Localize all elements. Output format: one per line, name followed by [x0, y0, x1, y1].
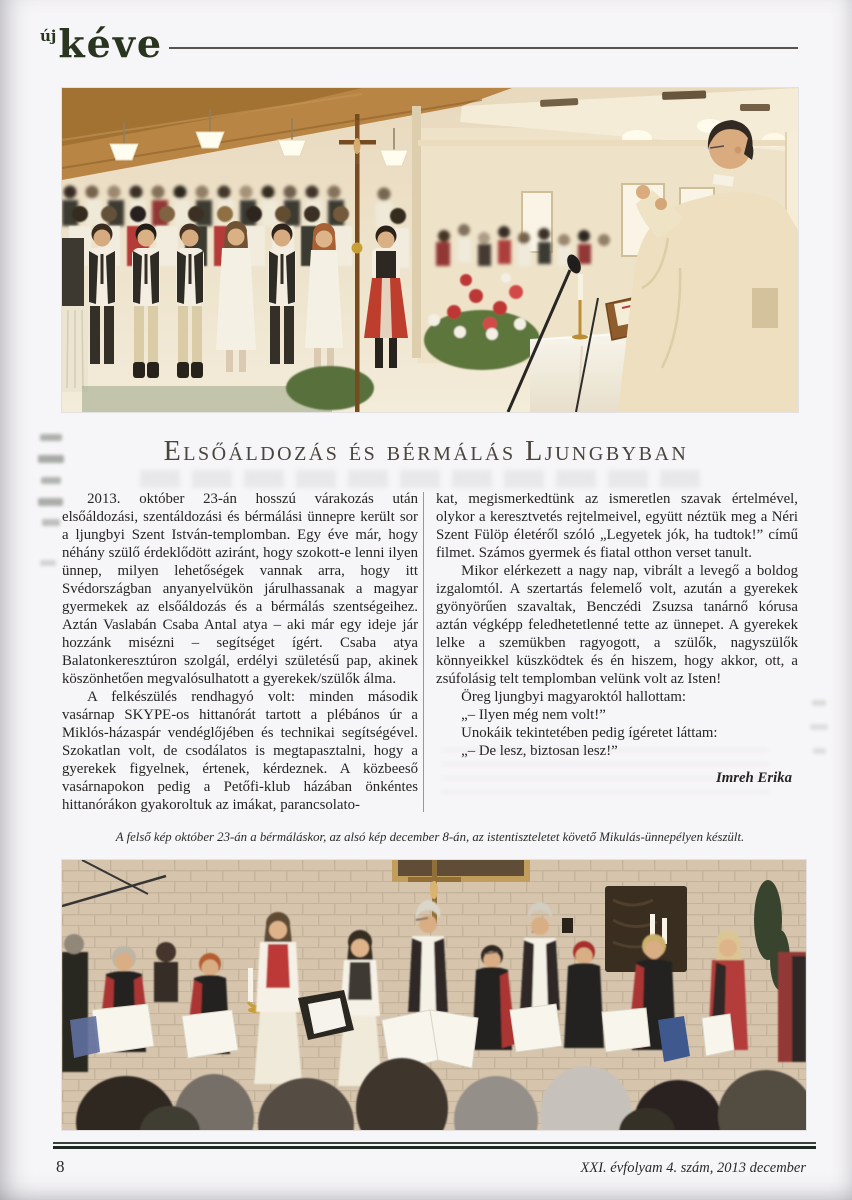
left-column — [62, 490, 423, 814]
dialog-line: Unokáik tekintetében pedig ígéretet láttam: — [461, 725, 718, 741]
footer — [56, 1157, 806, 1177]
paragraph: kat, megismerkedtünk az ismeretlen szavak értelmével, olykor a keresztvetés rejtelmeivel, együtt néztük meg a Néri Szent Fülöp életéről szóló „Legyetek jók, ha tudtok!” című filmet. Számos gyermek és fiatal otthon verset tanult. — [436, 491, 798, 561]
scan-artifact — [813, 748, 826, 754]
paragraph: Mikor elérkezett a nagy nap, vibrált a levegő a boldog izgalomtól. A szertartás felemelő volt, azután a gyerekek gyönyörűen szavaltak, Benczédi Zsuzsa tanárnő kórusa aztán végképp feledhetetlenné tette az ünnepet. A gyerekek lelke a szemükben ragyogott, a szülők, nagyszülők könnyeikkel küszködtek és én hiszem, hogy akkor, ott, a zsúfolásig telt templomban velünk volt az Isten! — [436, 563, 798, 687]
dialog-line: Öreg ljungbyi magyaroktól hallottam: — [461, 689, 686, 705]
issue-line: XXI. évfolyam 4. szám, 2013 december — [580, 1160, 806, 1176]
scan-bleed-text — [440, 746, 770, 794]
page-number: 8 — [56, 1157, 65, 1176]
scan-artifact — [812, 700, 826, 706]
paragraph: A felkészülés rendhagyó volt: minden második vasárnap SKYPE-os hittanórát tartott a plébános úr a Miklós-házaspár vendéglőjében és technikai segítségével. Szokatlan volt, de csodálatos is megtapasztalni, hogy a gyerekek figyelnek, értenek, kérdeznek. A közbeeső vasárnapokon pedig a Petőfi-klub házában önkéntes hittanórákon gyakoroltuk az imákat, parancsolato- — [62, 689, 418, 813]
logo-prefix: új — [40, 27, 57, 45]
scan-artifact — [40, 434, 62, 441]
scan-bleed-text — [140, 470, 700, 488]
scan-artifact — [38, 498, 63, 506]
paragraph: 2013. október 23-án hosszú várakozás után elsőáldozási, szentáldozási és bérmálási ünnepre került sor a ljungbyi Szent István-templomban. Egy éve már, hogy néhány szülő érdeklődött aziránt, hogy szokott-e lenni ilyen ünnep, milyen lehetőségek vannak arra, hogy itt Svédországban anyanyelvükön járulhassanak a magyar gyermekek az elsőáldozás és a bérmálás szentségeihez. Aztán Vaslabán Csaba Antal atya – aki már egy ideje jár hozzánk misézni – segítséget ígért. Csaba atya Balatonkeresztúron szolgál, erdélyi születésű pap, akinek köszönhetően megvalósulhatott a gyerekek/szülők álma. — [62, 491, 418, 687]
article-title: Elsőáldozás és bérmálás Ljungbyban — [163, 436, 689, 467]
top-photo — [62, 88, 798, 412]
uj-keve-logo — [40, 21, 164, 66]
photo-caption: A felső kép október 23-án a bérmáláskor, az alsó kép december 8-án, az istentiszteletet követő Mikulás-ünnepélyen készült. — [115, 830, 745, 844]
logo-word: kéve — [58, 21, 164, 66]
scan-artifact — [41, 477, 61, 484]
scan-artifact — [38, 455, 64, 463]
footer-rule — [53, 1142, 816, 1149]
masthead — [0, 0, 852, 66]
dialog-line: „– Ilyen még nem volt!” — [461, 707, 606, 723]
scan-artifact — [40, 560, 56, 566]
scan-artifact — [42, 519, 60, 526]
author-signature: Imreh Erika — [715, 770, 792, 786]
bottom-photo — [62, 860, 806, 1130]
dialog-line: „– De lesz, biztosan lesz!” — [461, 743, 618, 759]
choir-photo-illustration — [62, 860, 806, 1130]
first-communion-photo-illustration — [62, 88, 798, 412]
masthead-rule — [169, 47, 798, 49]
scan-artifact — [810, 724, 828, 730]
